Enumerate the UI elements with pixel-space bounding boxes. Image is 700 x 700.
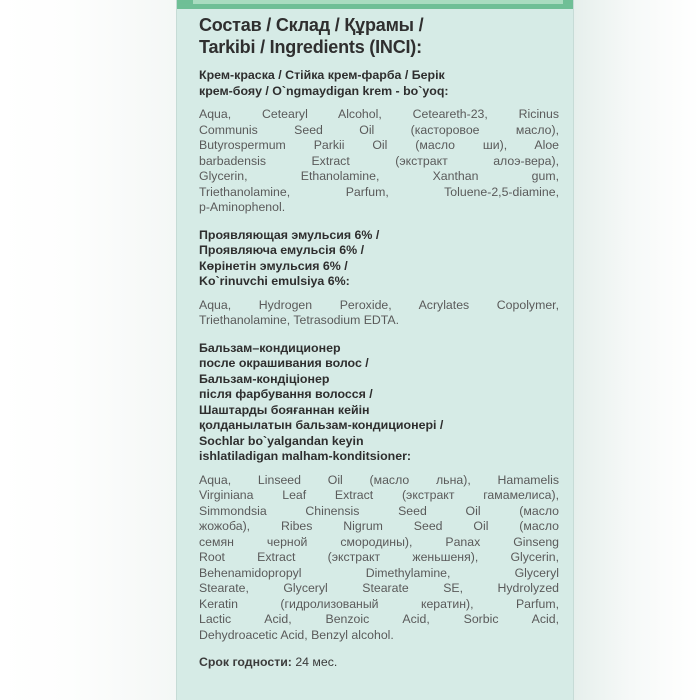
body-line: Dehydroacetic Acid, Benzyl alcohol.	[199, 627, 394, 642]
ingredients-content	[199, 14, 559, 671]
ingredients-title	[199, 14, 559, 58]
shelf-life-value: 24 мес.	[295, 655, 338, 669]
cream-dye-heading	[199, 68, 559, 99]
heading-line: крем-бояу / O`ngmaydigan krem - bo`yoq:	[199, 83, 449, 98]
cream-dye-ingredients	[199, 107, 559, 216]
heading-line: Бальзам–кондиционер	[199, 340, 341, 355]
body-line: Lactic Acid, Benzoic Acid, Sorbic Acid,	[199, 612, 559, 626]
title-line: Состав / Склад / Құрамы /	[199, 15, 424, 35]
body-line: Butyrospermum Parkii Oil (масло ши), Aloe	[199, 138, 559, 152]
body-line: barbadensis Extract (экстракт алоэ-вера),	[199, 153, 559, 168]
heading-line: Ko`rinuvchi emulsiya 6%:	[199, 274, 350, 288]
body-line: Aqua, Linseed Oil (масло льна), Hamamelis	[199, 472, 559, 487]
body-line: Stearate, Glyceryl Stearate SE, Hydrolyzed	[199, 581, 559, 595]
body-line: Aqua, Hydrogen Peroxide, Acrylates Copolymer,	[199, 297, 559, 312]
heading-line: після фарбування волосся /	[199, 387, 373, 401]
body-line: Behenamidopropyl Dimethylamine, Glyceryl	[199, 565, 559, 580]
heading-line: Sochlar bo`yalgandan keyin	[199, 433, 364, 448]
body-line: жожоба), Ribes Nigrum Seed Oil (масло	[199, 519, 559, 533]
top-strip-highlight	[193, 0, 563, 4]
body-line: Triethanolamine, Tetrasodium EDTA.	[199, 313, 400, 327]
body-line: Virginiana Leaf Extract (экстракт гамамелиса),	[199, 488, 559, 502]
ingredients-panel	[176, 0, 574, 700]
heading-line: Көрінетін эмульсия 6% /	[199, 258, 348, 273]
heading-line: после окрашивания волос /	[199, 356, 369, 370]
body-line: Root Extract (экстракт женьшеня), Glycerin,	[199, 550, 559, 564]
heading-line: Проявляюча емульсія 6% /	[199, 243, 365, 257]
emulsion-ingredients	[199, 298, 559, 329]
conditioner-heading	[199, 341, 559, 465]
heading-line: ishlatiladigan malham-konditsioner:	[199, 449, 412, 463]
body-line: семян черной смородины), Panax Ginseng	[199, 534, 559, 549]
body-line: Triethanolamine, Parfum, Toluene-2,5-diamine,	[199, 184, 559, 199]
body-line: p-Aminophenol.	[199, 200, 286, 214]
right-background	[574, 0, 700, 700]
conditioner-ingredients	[199, 473, 559, 644]
body-line: Keratin (гидролизованый кератин), Parfum,	[199, 596, 559, 611]
emulsion-heading	[199, 228, 559, 290]
shelf-life	[199, 655, 559, 671]
shelf-life-label: Срок годности:	[199, 655, 292, 669]
top-green-strip	[177, 0, 573, 9]
title-line: Tarkibi / Ingredients (INCI):	[199, 37, 422, 57]
heading-line: Бальзам-кондіціонер	[199, 371, 330, 386]
heading-line: Шаштарды бояғаннан кейін	[199, 402, 370, 417]
heading-line: қолданылатын бальзам-кондиционері /	[199, 418, 444, 432]
body-line: Simmondsia Chinensis Seed Oil (масло	[199, 503, 559, 518]
body-line: Glycerin, Ethanolamine, Xanthan gum,	[199, 169, 559, 183]
heading-line: Проявляющая эмульсия 6% /	[199, 227, 380, 242]
body-line: Communis Seed Oil (касторовое масло),	[199, 122, 559, 137]
heading-line: Крем-краска / Стійка крем-фарба / Берік	[199, 68, 445, 82]
body-line: Aqua, Cetearyl Alcohol, Ceteareth-23, Ricinus	[199, 107, 559, 121]
left-background	[0, 0, 176, 700]
